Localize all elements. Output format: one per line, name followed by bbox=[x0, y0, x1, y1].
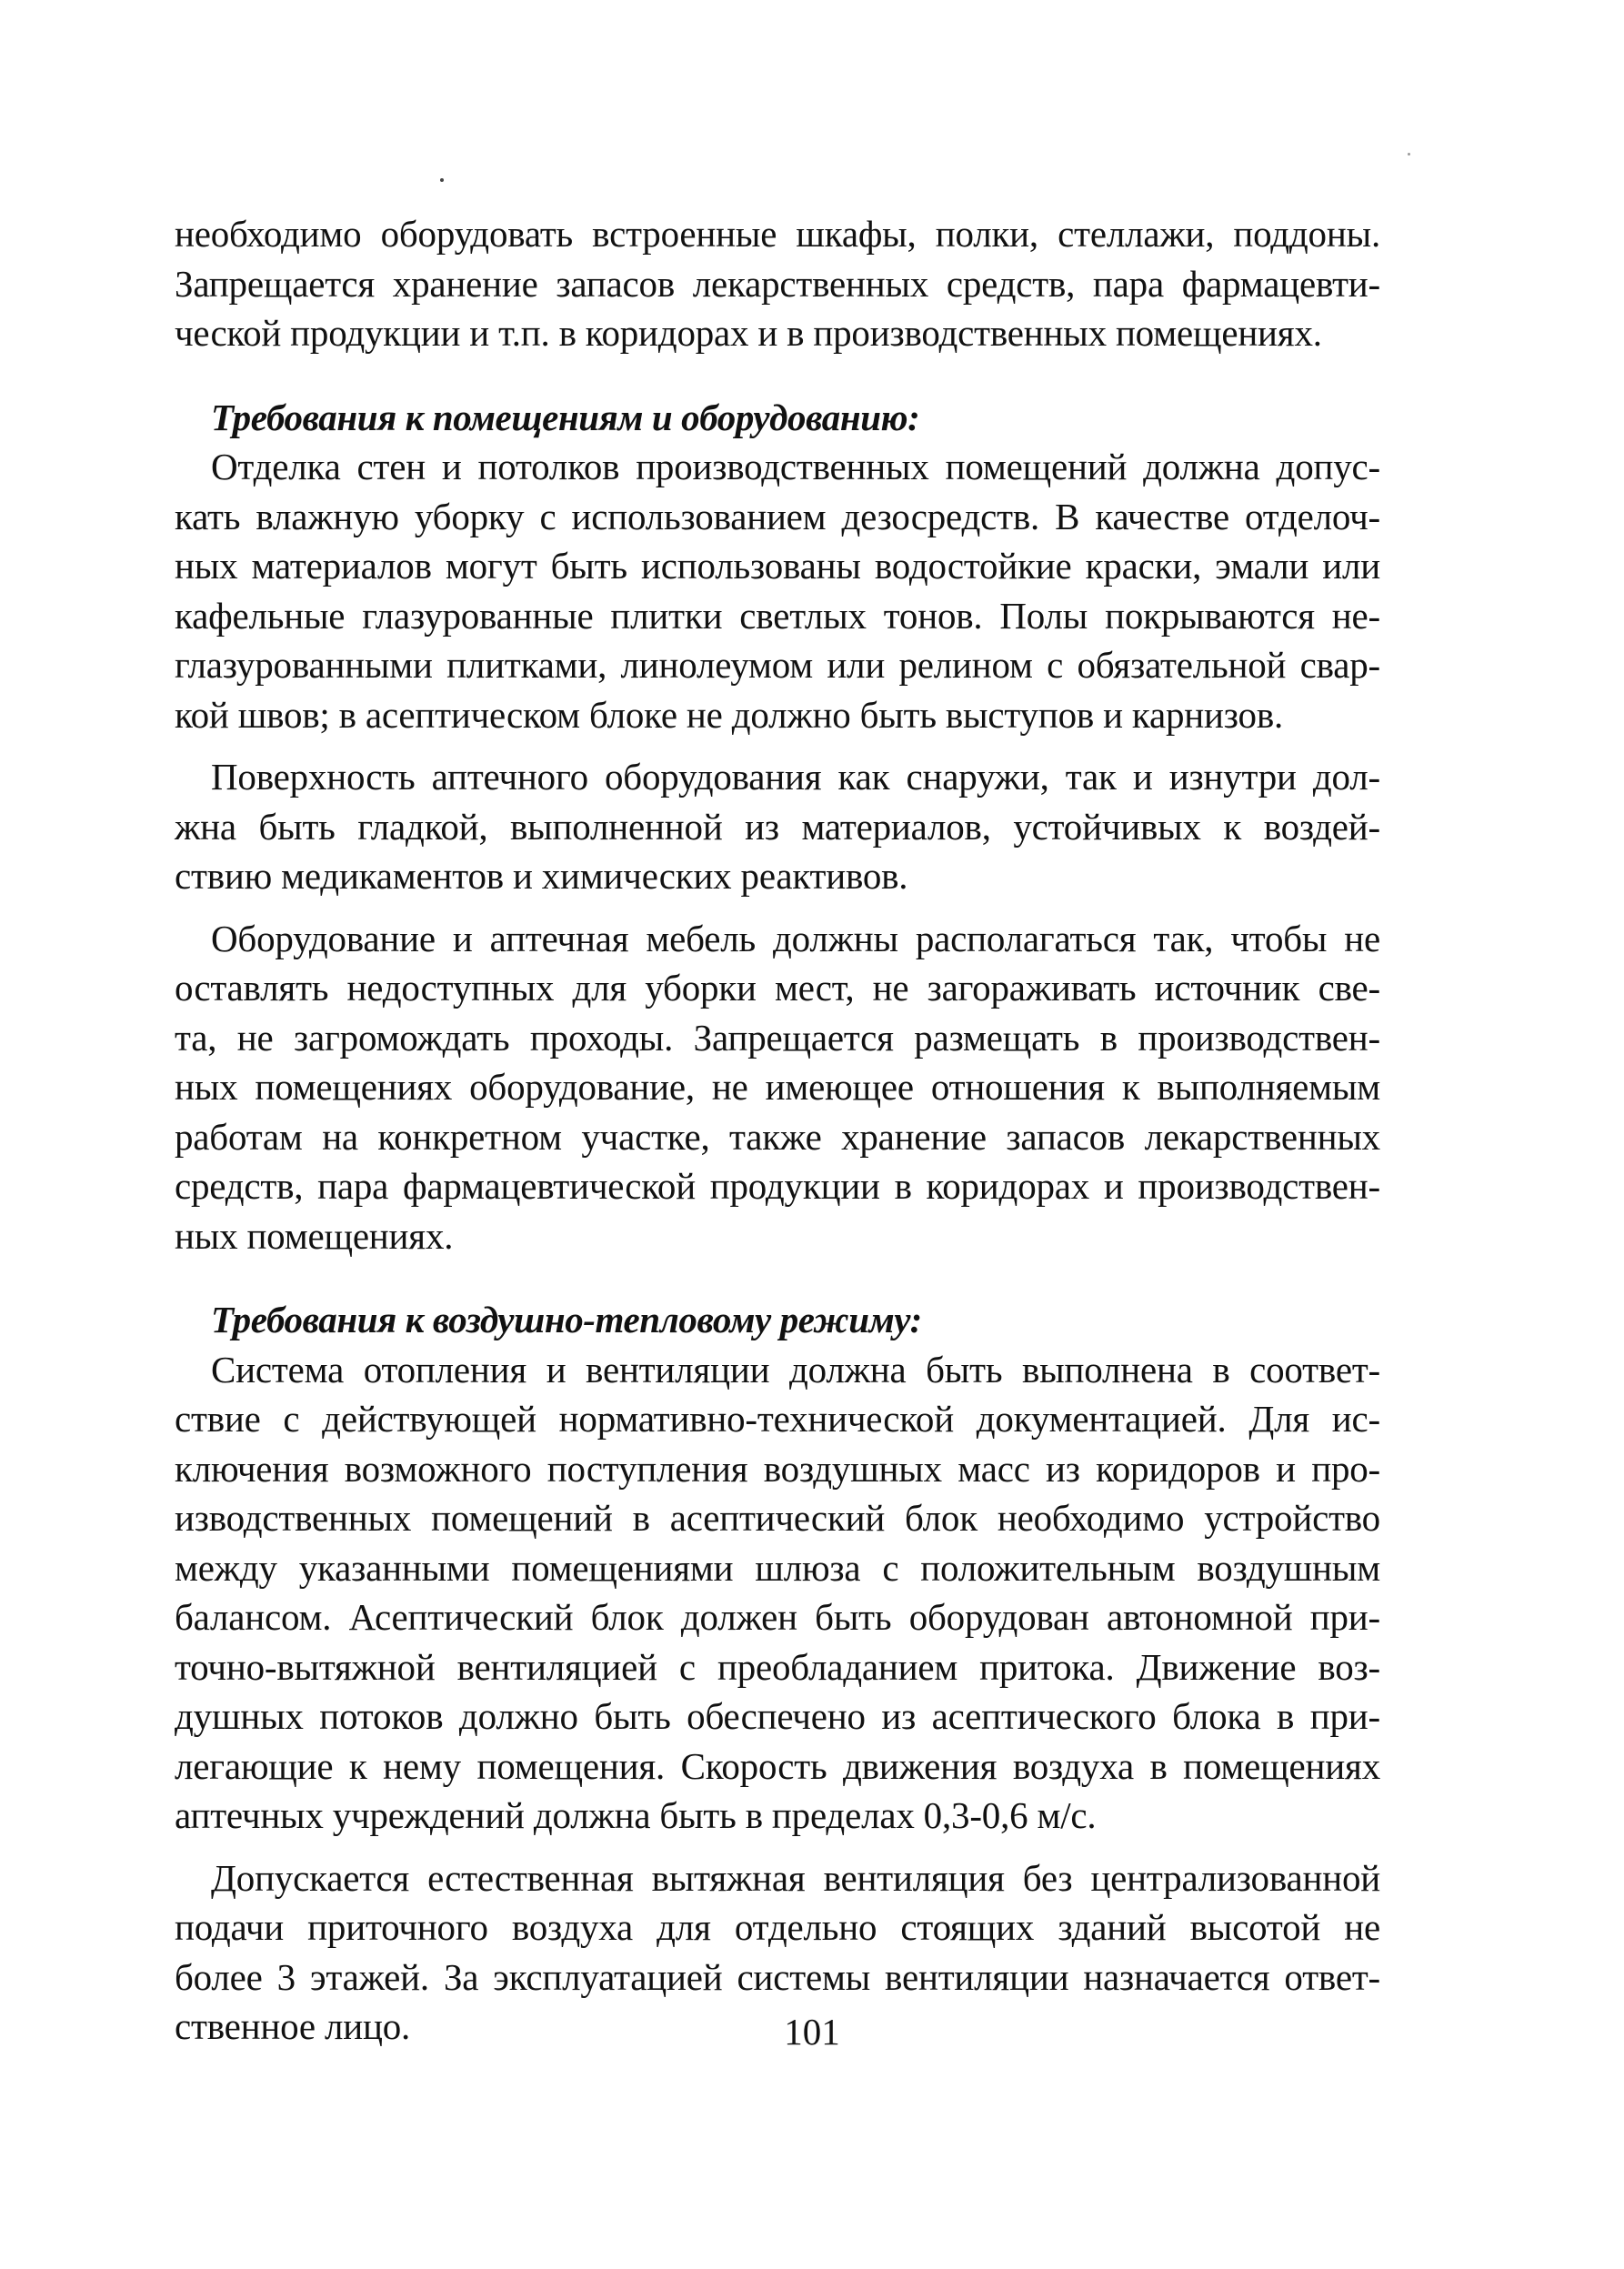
paragraph-spacer bbox=[175, 901, 1380, 914]
body-text bbox=[175, 209, 1380, 2052]
text-line: Система отопления и вентиляции должна быть выполнена в соответ- bbox=[211, 1348, 1380, 1391]
text-line: подачи приточного воздуха для отдельно стоящих зданий высотой не bbox=[175, 1906, 1380, 1948]
text-line: работам на конкретном участке, также хранение запасов лекарственных bbox=[175, 1115, 1380, 1158]
text-line: Оборудование и аптечная мебель должны располагаться так, чтобы не bbox=[211, 917, 1380, 959]
text-line: средств, пара фармацевтической продукции в коридорах и производствен- bbox=[175, 1165, 1380, 1207]
text-line: Запрещается хранение запасов лекарственных средств, пара фармацевти- bbox=[175, 262, 1380, 305]
text-line: ственное лицо. bbox=[175, 2005, 411, 2047]
section-heading: Требования к помещениям и оборудованию: bbox=[211, 396, 920, 438]
text-line: оставлять недоступных для уборки мест, не загораживать источник све- bbox=[175, 967, 1380, 1009]
text-line: кать влажную уборку с использованием дезосредств. В качестве отделоч- bbox=[175, 495, 1380, 537]
text-line: жна быть гладкой, выполненной из материалов, устойчивых к воздей- bbox=[175, 805, 1380, 848]
text-line: аптечных учреждений должна быть в пределах 0,3-0,6 м/с. bbox=[175, 1794, 1097, 1836]
text-line: кой швов; в асептическом блоке не должно быть выступов и карнизов. bbox=[175, 693, 1284, 736]
text-line: ключения возможного поступления воздушных масс из коридоров и про- bbox=[175, 1447, 1380, 1490]
text-line: изводственных помещений в асептический блок необходимо устройство bbox=[175, 1497, 1380, 1539]
text-line: балансом. Асептический блок должен быть оборудован автономной при- bbox=[175, 1596, 1380, 1638]
text-line: более 3 этажей. За эксплуатацией системы вентиляции назначается ответ- bbox=[175, 1955, 1380, 1998]
section-spacer bbox=[175, 1260, 1380, 1295]
page-number: 101 bbox=[784, 2011, 840, 2053]
paragraph-spacer bbox=[175, 1841, 1380, 1853]
text-line: ных помещениях. bbox=[175, 1214, 454, 1257]
text-line: точно-вытяжной вентиляцией с преобладанием притока. Движение воз- bbox=[175, 1645, 1380, 1688]
text-line: ствию медикаментов и химических реактивов. bbox=[175, 855, 908, 897]
section-heading: Требования к воздушно-тепловому режиму: bbox=[211, 1299, 922, 1340]
text-line: Допускается естественная вытяжная вентиляция без централизованной bbox=[211, 1856, 1380, 1899]
text-line: кафельные глазурованные плитки светлых тонов. Полы покрываются не- bbox=[175, 594, 1380, 637]
section-spacer bbox=[175, 358, 1380, 393]
text-line: между указанными помещениями шлюза с положительным воздушным bbox=[175, 1546, 1380, 1589]
text-line: необходимо оборудовать встроенные шкафы, полки, стеллажи, поддоны. bbox=[175, 213, 1380, 255]
paragraph-spacer bbox=[175, 739, 1380, 752]
text-line: та, не загромождать проходы. Запрещается размещать в производствен- bbox=[175, 1016, 1380, 1059]
text-line: легающие к нему помещения. Скорость движения воздуха в помещениях bbox=[175, 1744, 1380, 1787]
text-line: Отделка стен и потолков производственных помещений должна допус- bbox=[211, 446, 1380, 487]
text-line: ных материалов могут быть использованы водостойкие краски, эмали или bbox=[175, 545, 1380, 587]
text-line: ческой продукции и т.п. в коридорах и в производственных помещениях. bbox=[175, 312, 1322, 354]
text-line: ных помещениях оборудование, не имеющее отношения к выполняемым bbox=[175, 1066, 1380, 1108]
text-line: душных потоков должно быть обеспечено из асептического блока в при- bbox=[175, 1695, 1380, 1737]
text-line: глазурованными плитками, линолеумом или релином с обязательной свар- bbox=[175, 644, 1380, 686]
scan-speck bbox=[440, 178, 444, 182]
text-line: ствие с действующей нормативно-технической документацией. Для ис- bbox=[175, 1398, 1380, 1440]
scan-speck bbox=[1408, 153, 1410, 156]
text-line: Поверхность аптечного оборудования как снаружи, так и изнутри дол- bbox=[211, 756, 1380, 798]
